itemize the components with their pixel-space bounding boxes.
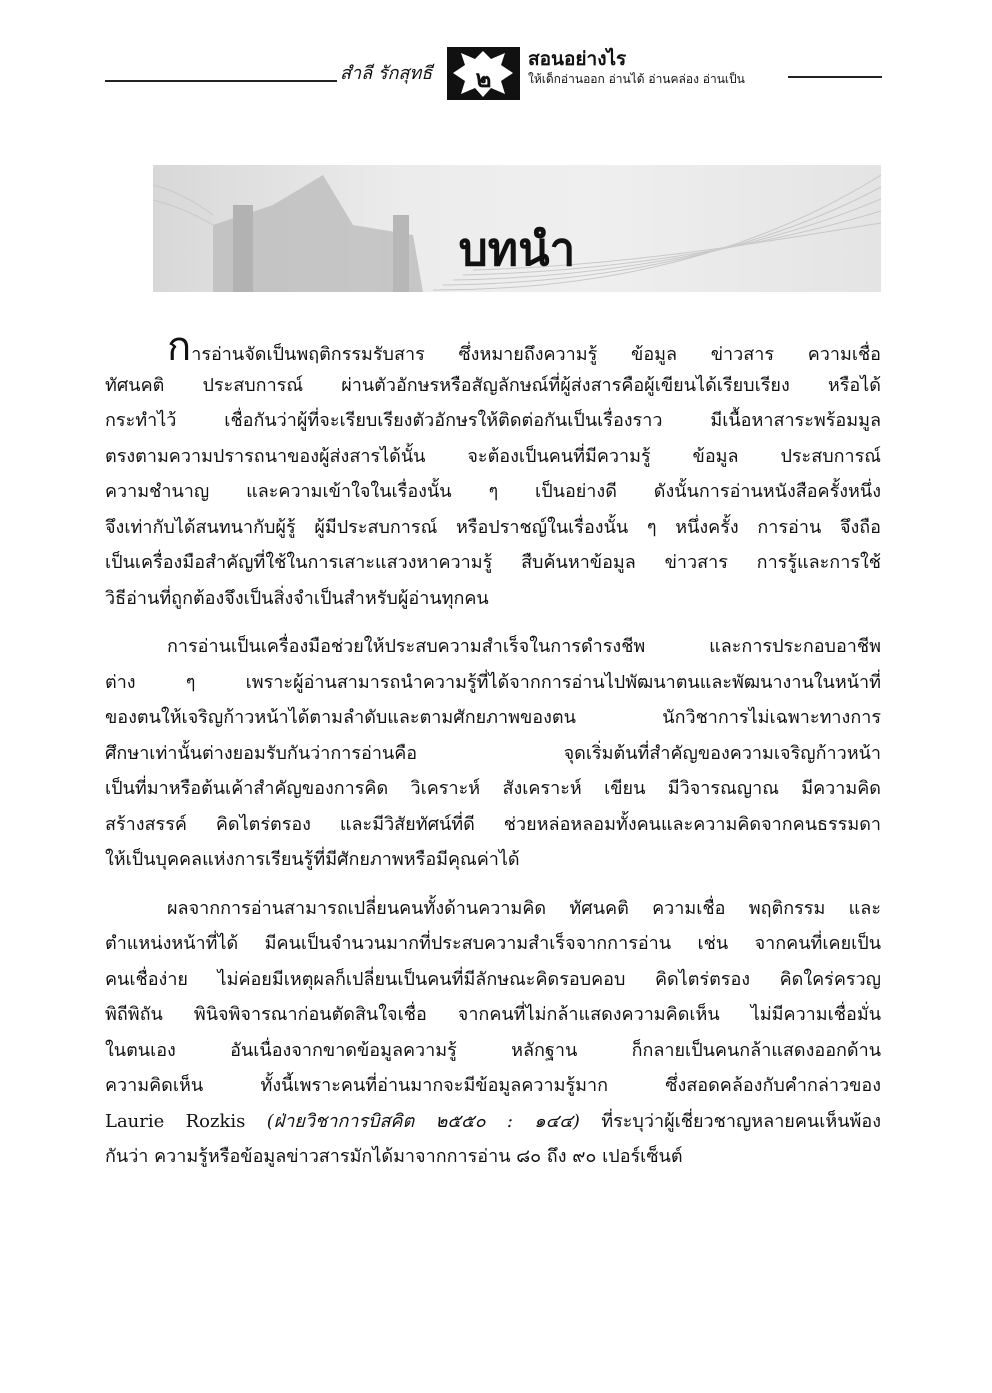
book-subtitle: ให้เด็กอ่านออก อ่านได้ อ่านคล่อง อ่านเป็น [528,72,745,86]
header-rule-right [788,76,882,78]
citation-reference: (ฝ่ายวิชาการบิสคิต ๒๕๕๐ : ๑๔๔) [266,1110,580,1132]
text-line: การอ่านจัดเป็นพฤติกรรมรับสาร ซึ่งหมายถึงความรู้ ข้อมูล ข่าวสาร ความเชื่อ [167,324,881,370]
text-line: ความชำนาญ และความเข้าใจในเรื่องนั้น ๆ เป็นอย่างดี ดังนั้นการอ่านหนังสือครั้งหนึ่ง [105,481,881,502]
citation-line: Laurie Rozkis (ฝ่ายวิชาการบิสคิต ๒๕๕๐ : ๑๔๔) ที่ระบุว่าผู้เชี่ยวชาญหลายคนเห็นพ้อง [105,1110,881,1132]
text-line: กระทำไว้ เชื่อกันว่าผู้ที่จะเรียบเรียงตัวอักษรให้ติดต่อกันเป็นเรื่องราว มีเนื้อหาสาระพร้อมมูล [105,410,881,431]
text-line: กันว่า ความรู้หรือข้อมูลข่าวสารมักได้มาจากการอ่าน ๘๐ ถึง ๙๐ เปอร์เซ็นต์ [105,1146,683,1167]
citation-author: Laurie Rozkis [105,1110,246,1132]
text-line: พิถีพิถัน พินิจพิจารณาก่อนตัดสินใจเชื่อ จากคนที่ไม่กล้าแสดงความคิดเห็น ไม่มีความเชื่อมั่น [105,1004,881,1025]
text-line: เป็นเครื่องมือสำคัญที่ใช้ในการเสาะแสวงหาความรู้ สืบค้นหาข้อมูล ข่าวสาร การรู้และการใช้ [105,552,881,573]
text-line: ให้เป็นบุคคลแห่งการเรียนรู้ที่มีศักยภาพหรือมีคุณค่าได้ [105,849,520,870]
text-line: วิธีอ่านที่ถูกต้องจึงเป็นสิ่งจำเป็นสำหรับผู้อ่านทุกคน [105,587,489,609]
text-line: ศึกษาเท่านั้นต่างยอมรับกันว่าการอ่านคือ จุดเริ่มต้นที่สำคัญของความเจริญก้าวหน้า [105,742,881,764]
text-line: ตำแหน่งหน้าที่ได้ มีคนเป็นจำนวนมากที่ประสบความสำเร็จจากการอ่าน เช่น จากคนที่เคยเป็น [105,933,881,954]
text-line: ในตนเอง อันเนื่องจากขาดข้อมูลความรู้ หลักฐาน ก็กลายเป็นคนกล้าแสดงออกด้าน [105,1039,881,1061]
chapter-title: บทนำ [458,222,576,276]
text-line: ตรงตามความปรารถนาของผู้ส่งสารได้นั้น จะต้องเป็นคนที่มีความรู้ ข้อมูล ประสบการณ์ [105,445,881,467]
chapter-banner [153,165,881,292]
paragraph-3 [105,891,881,1175]
page-number-badge [447,47,520,100]
page-number: ๒ [475,64,492,93]
text-line: สร้างสรรค์ คิดไตร่ตรอง และมีวิสัยทัศน์ที่ดี ช่วยหล่อหลอมทั้งคนและความคิดจากคนธรรมดา [105,813,881,835]
text-line: คนเชื่อง่าย ไม่ค่อยมีเหตุผลก็เปลี่ยนเป็นคนที่มีลักษณะคิดรอบคอบ คิดไตร่ตรอง คิดใคร่ครวญ [105,968,881,990]
text-line: ทัศนคติ ประสบการณ์ ผ่านตัวอักษรหรือสัญลักษณ์ที่ผู้ส่งสารคือผู้เขียนได้เรียบเรียง หรือได้ [105,374,881,396]
body-text [105,324,881,1188]
text-line: จึงเท่ากับได้สนทนากับผู้รู้ ผู้มีประสบการณ์ หรือปราชญ์ในเรื่องนั้น ๆ หนึ่งครั้ง การอ่าน จึงถือ [105,516,881,538]
text-line: ต่าง ๆ เพราะผู้อ่านสามารถนำความรู้ที่ได้จากการอ่านไปพัฒนาตนและพัฒนางานในหน้าที่ [105,671,881,693]
text-line: ของตนให้เจริญก้าวหน้าได้ตามลำดับและตามศักยภาพของตน นักวิชาการไม่เฉพาะทางการ [105,707,881,728]
paragraph-1 [105,324,881,616]
drop-cap: ก [167,324,192,370]
text-line: การอ่านเป็นเครื่องมือช่วยให้ประสบความสำเร็จในการดำรงชีพ และการประกอบอาชีพ [167,636,881,657]
text-line: ความคิดเห็น ทั้งนี้เพราะคนที่อ่านมากจะมีข้อมูลความรู้มาก ซึ่งสอดคล้องกับคำกล่าวของ [105,1075,881,1096]
book-title: สอนอย่างไร [528,48,627,70]
header-author: สำลี รักสุทธี [340,63,433,84]
text-line: ผลจากการอ่านสามารถเปลี่ยนคนทั้งด้านความคิด ทัศนคติ ความเชื่อ พฤติกรรม และ [167,897,881,919]
text-line: เป็นที่มาหรือต้นเค้าสำคัญของการคิด วิเคราะห์ สังเคราะห์ เขียน มีวิจารณญาณ มีความคิด [105,778,881,799]
paragraph-2 [105,629,881,878]
header-rule-left [105,80,337,82]
